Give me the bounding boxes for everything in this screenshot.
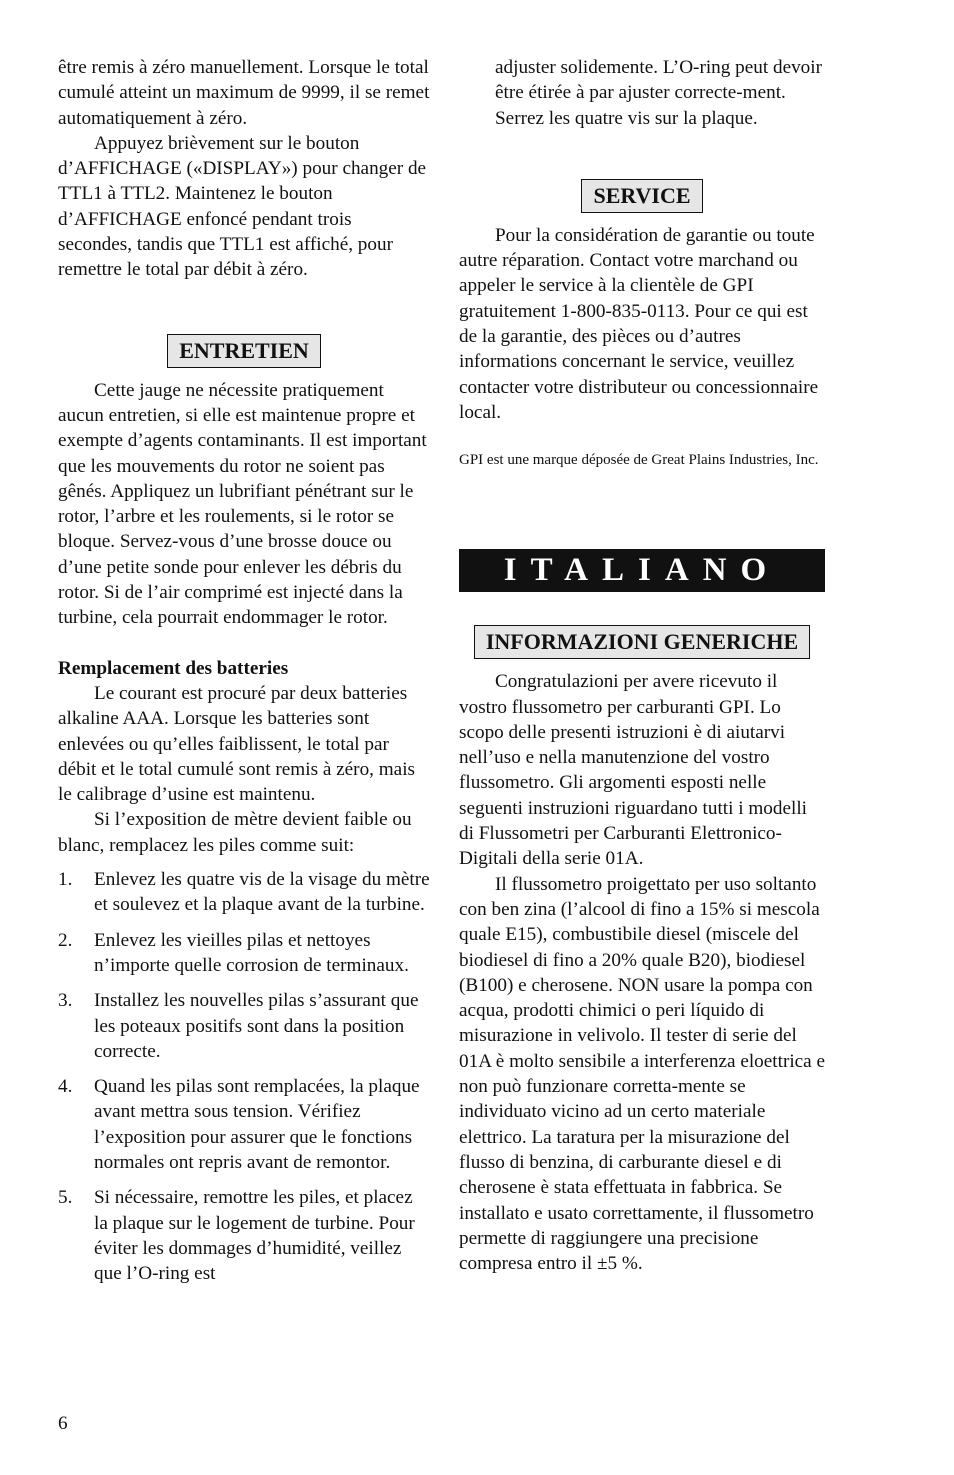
batteries-heading: Remplacement des batteries xyxy=(58,657,289,679)
entretien-paragraph: Cette jauge ne nécessite pratiquement aucun entretien, si elle est maintenue propre et exempte d’agents contaminants. Il est important que les mouvements du rotor ne soient pas gênés. Appliquez un lubrifiant pénétrant sur le rotor, l’arbre et les roulements, si le rotor se bloque. Servez-vous d’une brosse douce ou d’une petite sonde pour enlever les débris du rotor. Si de l’air comprimé est injecté dans la turbine, cela pourrait endommager le rotor. xyxy=(58,379,427,629)
info-heading-wrap xyxy=(459,625,825,659)
step-number: 2. xyxy=(58,929,73,951)
list-item xyxy=(58,867,430,918)
step-text: Quand les pilas sont remplacées, la plaque avant mettra sous tension. Vérifiez l’exposition pour assurer que le fonctions normales ont repris avant de remontor. xyxy=(94,1076,420,1173)
language-banner: ITALIANO xyxy=(459,549,825,592)
right-column xyxy=(459,55,825,1276)
step-number: 3. xyxy=(58,990,73,1012)
step-number: 1. xyxy=(58,869,73,891)
list-item xyxy=(58,928,430,979)
batteries-paragraph-1: Le courant est procuré par deux batteries alkaline AAA. Lorsque les batteries sont enlevées ou qu’elles faiblissent, le total par débit et le total cumulé sont remis à zéro, mais le calibrage d’usine est maintenu. xyxy=(58,682,415,806)
page-number: 6 xyxy=(58,1413,68,1434)
service-paragraph: Pour la considération de garantie ou toute autre réparation. Contact votre marchand ou appeler le service à la clientèle de GPI gratuitement 1-800-835-0113. Pour ce qui est de la garantie, des pièces ou d’autres informations concernant le service, veuillez contacter votre distributeur ou concessionnaire local. xyxy=(459,224,819,423)
step-number: 5. xyxy=(58,1187,73,1209)
continued-paragraph: être remis à zéro manuellement. Lorsque le total cumulé atteint un maximum de 9999, il se remet automatiquement à zéro. xyxy=(58,57,430,129)
step-text: Enlevez les vieilles pilas et nettoyes n’importe quelle corrosion de terminaux. xyxy=(94,929,409,976)
batteries-paragraph-2: Si l’exposition de mètre devient faible ou blanc, remplacez les piles comme suit: xyxy=(58,809,412,856)
display-button-paragraph: Appuyez brièvement sur le bouton d’AFFICHAGE («DISPLAY») pour changer de TTL1 à TTL2. Maintenez le bouton d’AFFICHAGE enfoncé pendant trois secondes, tandis que TTL1 est affiché, pour remettre le total par débit à zéro. xyxy=(58,132,427,281)
service-heading: SERVICE xyxy=(581,179,702,213)
step-text: Installez les nouvelles pilas s’assurant que les poteaux positifs sont dans la position correcte. xyxy=(94,990,419,1062)
trademark-note: GPI est une marque déposée de Great Plains Industries, Inc. xyxy=(459,452,819,469)
list-item xyxy=(58,988,430,1064)
entretien-heading-wrap xyxy=(58,334,430,368)
entretien-heading: ENTRETIEN xyxy=(167,334,321,368)
list-item xyxy=(58,1074,430,1175)
info-paragraph-2: Il flussometro proigettato per uso soltanto con ben zina (l’alcool di fino a 15% si mescola quale E15), combustibile diesel (miscele del biodiesel di fino a 20% quale B20), biodiesel (B100) e cherosene. NON usare la pompa con acqua, prodotti chimici o peri líquido di misurazione in velivolo. Il tester di serie del 01A è molto sensibile a interferenza eloettrica e non può funzionare corretta-mente se individuato vicino ad un certo materiale elettrico. La taratura per la misurazione del flusso di benzina, di carburante diesel e di cherosene è stata effettuata in fabbrica. Se installato e usato correttamente, il flussometro permette di raggiungere una precisione compresa entro il ±5 %. xyxy=(459,873,826,1275)
step-text: Si nécessaire, remottre les piles, et placez la plaque sur le logement de turbine. Pour éviter les dommages d’humidité, veillez que l’O-ring est xyxy=(94,1187,415,1285)
service-heading-wrap xyxy=(459,179,825,213)
left-column xyxy=(58,55,430,1296)
list-item xyxy=(58,1185,430,1286)
step-text: Enlevez les quatre vis de la visage du mètre et soulevez et la plaque avant de la turbine. xyxy=(94,869,430,916)
info-paragraph-1: Congratulazioni per avere ricevuto il vostro flussometro per carburanti GPI. Lo scopo delle presenti istruzioni è di aiutarvi nell’uso e nella manutenzione del vostro flussometro. Gli argomenti esposti nelle seguenti instruzioni riguardano tutti i modelli di Flussometri per Carburanti Elettronico-Digitali della serie 01A. xyxy=(459,671,807,870)
informazioni-generiche-heading: INFORMAZIONI GENERICHE xyxy=(474,625,810,659)
battery-steps-list xyxy=(58,867,430,1286)
step-number: 4. xyxy=(58,1076,73,1098)
continued-paragraph-right: adjuster solidemente. L’O-ring peut devoir être étirée à par ajuster correcte-ment. Serrez les quatre vis sur la plaque. xyxy=(495,57,822,129)
